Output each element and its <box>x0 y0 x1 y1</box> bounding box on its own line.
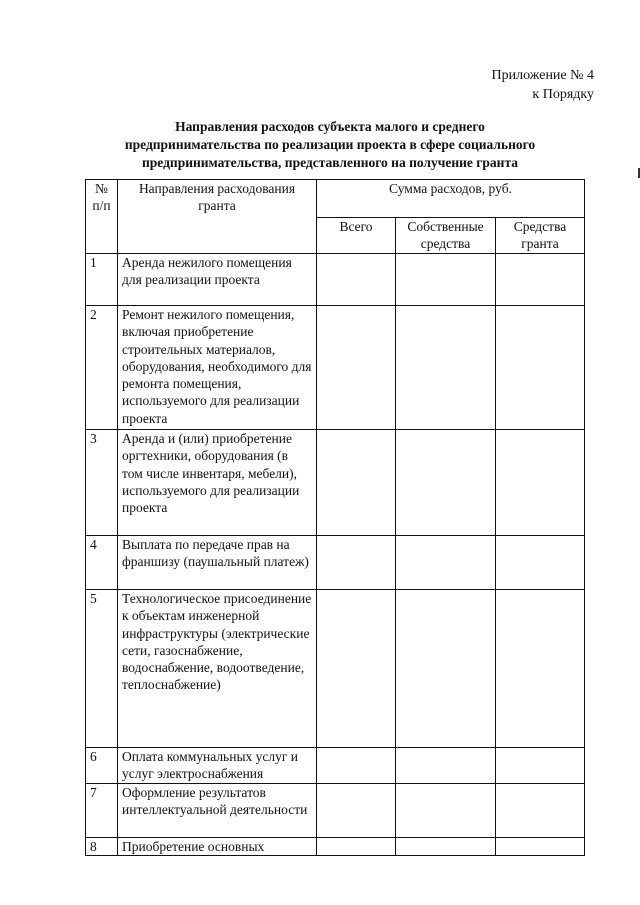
cell-total <box>317 590 396 748</box>
row-number: 3 <box>86 430 118 536</box>
cell-total <box>317 784 396 838</box>
row-direction: Аренда нежилого помещения для реализации проекта <box>118 254 317 306</box>
row-direction: Приобретение основных <box>118 838 317 856</box>
title-line-2: предпринимательства по реализации проекта в сфере социального <box>124 137 536 152</box>
cell-total <box>317 748 396 784</box>
appendix-note <box>492 66 595 104</box>
cell-own-funds <box>396 748 496 784</box>
table-row <box>86 748 585 784</box>
row-direction: Аренда и (или) приобретение оргтехники, оборудования (в том числе инвентаря, мебели), используемого для реализации проекта <box>118 430 317 536</box>
cell-own-funds <box>396 784 496 838</box>
header-num: № п/п <box>86 180 118 254</box>
row-direction: Оформление результатов интеллектуальной деятельности <box>118 784 317 838</box>
title-line-1: Направления расходов субъекта малого и среднего <box>175 119 485 134</box>
cell-total <box>317 430 396 536</box>
cell-grant-funds <box>496 306 585 430</box>
header-total: Всего <box>317 218 396 254</box>
row-direction: Ремонт нежилого помещения, включая приобретение строительных материалов, оборудования, необходимого для ремонта помещения, используемого для реализации проекта <box>118 306 317 430</box>
cell-own-funds <box>396 536 496 590</box>
cell-own-funds <box>396 590 496 748</box>
title-line-3: предпринимательства, представленного на получение гранта <box>142 155 518 170</box>
cell-grant-funds <box>496 784 585 838</box>
row-number: 8 <box>86 838 118 856</box>
row-number: 4 <box>86 536 118 590</box>
cell-total <box>317 838 396 856</box>
cell-grant-funds <box>496 590 585 748</box>
row-number: 6 <box>86 748 118 784</box>
cell-own-funds <box>396 254 496 306</box>
cell-grant-funds <box>496 748 585 784</box>
document-title <box>40 118 620 172</box>
cell-own-funds <box>396 430 496 536</box>
appendix-reference: к Порядку <box>532 87 594 102</box>
cell-grant-funds <box>496 254 585 306</box>
cell-own-funds <box>396 838 496 856</box>
table-row <box>86 430 585 536</box>
cell-grant-funds <box>496 838 585 856</box>
table-row <box>86 838 585 856</box>
row-number: 2 <box>86 306 118 430</box>
cell-own-funds <box>396 306 496 430</box>
row-number: 1 <box>86 254 118 306</box>
header-sum: Сумма расходов, руб. <box>317 180 585 218</box>
table-row <box>86 254 585 306</box>
header-row <box>86 180 585 218</box>
row-direction: Оплата коммунальных услуг и услуг электроснабжения <box>118 748 317 784</box>
row-number: 5 <box>86 590 118 748</box>
row-direction: Выплата по передаче прав на франшизу (паушальный платеж) <box>118 536 317 590</box>
table-row <box>86 536 585 590</box>
header-direction: Направления расходования гранта <box>118 180 317 254</box>
cell-total <box>317 306 396 430</box>
header-grant-funds: Средства гранта <box>496 218 585 254</box>
row-number: 7 <box>86 784 118 838</box>
cell-grant-funds <box>496 430 585 536</box>
table-row <box>86 590 585 748</box>
table-row <box>86 306 585 430</box>
row-direction: Технологическое присоединение к объектам инженерной инфраструктуры (электрические сети, газоснабжение, водоснабжение, водоотведение, теплоснабжение) <box>118 590 317 748</box>
appendix-number: Приложение № 4 <box>491 68 594 83</box>
cell-grant-funds <box>496 536 585 590</box>
header-own-funds: Собственные средства <box>396 218 496 254</box>
cell-total <box>317 254 396 306</box>
expense-table <box>85 179 585 856</box>
cell-total <box>317 536 396 590</box>
table-row <box>86 784 585 838</box>
